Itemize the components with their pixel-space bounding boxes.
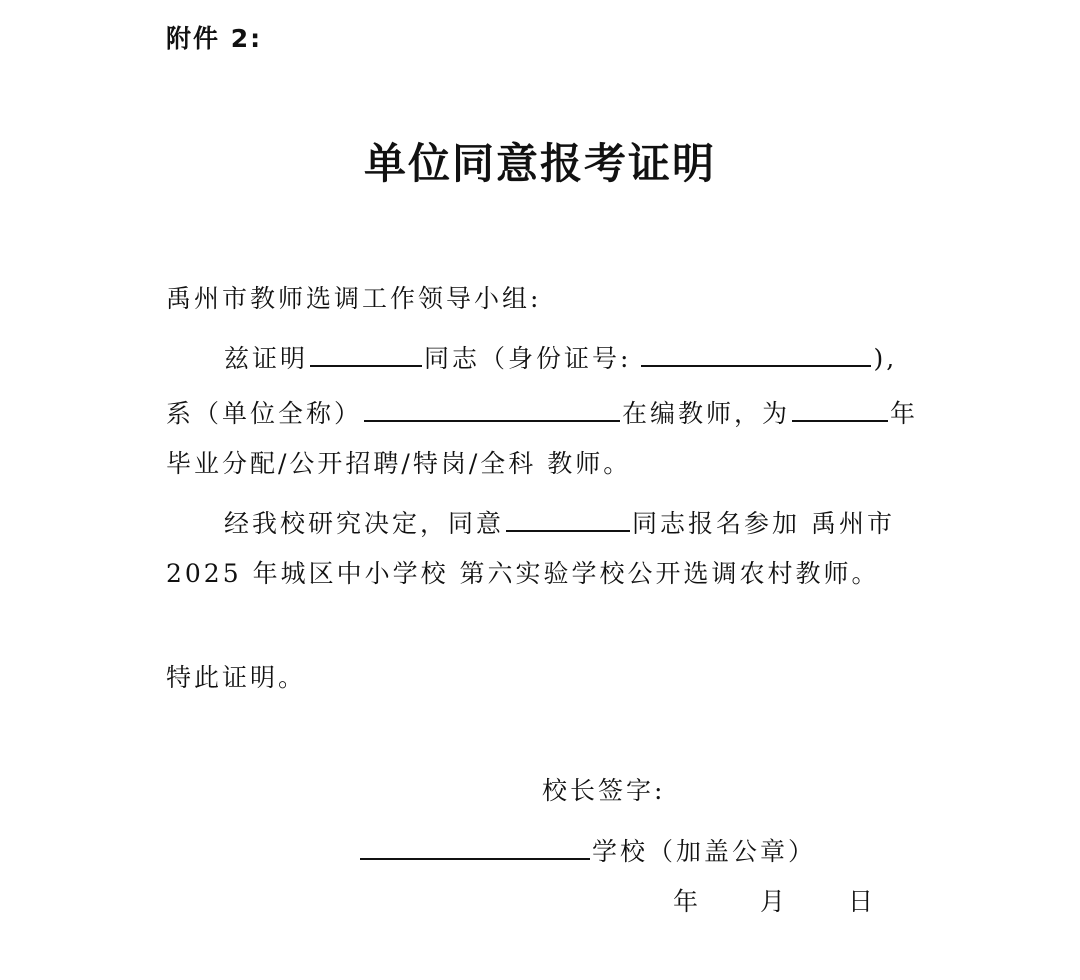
para1-line1 <box>224 341 897 371</box>
decision-text: 经我校研究决定，同意 <box>224 509 505 538</box>
unit-name-blank[interactable] <box>364 396 620 422</box>
teacher-status-text: 在编教师，为 <box>622 399 791 428</box>
date-month: 月 <box>760 887 789 916</box>
agreed-name-blank[interactable] <box>506 506 630 532</box>
name-blank[interactable] <box>310 341 422 367</box>
school-seal-label: 学校（加盖公章） <box>592 837 817 866</box>
document-title: 单位同意报考证明 <box>363 139 716 188</box>
para2-line2: 2025 年城区中小学校 第六实验学校公开选调农村教师。 <box>166 559 880 588</box>
school-name-blank[interactable] <box>360 834 590 860</box>
para1-line3: 毕业分配/公开招聘/特岗/全科 教师。 <box>166 449 632 478</box>
addressee: 禹州市教师选调工作领导小组: <box>166 284 542 313</box>
date-day: 日 <box>848 887 877 916</box>
year-text: 年 <box>890 399 919 428</box>
comrade-id-text: 同志（身份证号: <box>424 344 632 373</box>
school-seal-line <box>358 834 816 864</box>
para2-line1 <box>224 506 895 536</box>
year-blank[interactable] <box>792 396 888 422</box>
apply-text: 同志报名参加 禹州市 <box>632 509 895 538</box>
closing-text: 特此证明。 <box>166 663 307 692</box>
para1-line2 <box>166 396 918 426</box>
id-number-blank[interactable] <box>641 341 871 367</box>
certify-text: 兹证明 <box>224 344 309 373</box>
principal-signature-label: 校长签字: <box>542 776 666 805</box>
date-year: 年 <box>673 887 702 916</box>
attachment-label: 附件 2: <box>166 24 263 53</box>
unit-name-label: 系（单位全称） <box>166 399 363 428</box>
paren-close: ), <box>873 344 898 373</box>
